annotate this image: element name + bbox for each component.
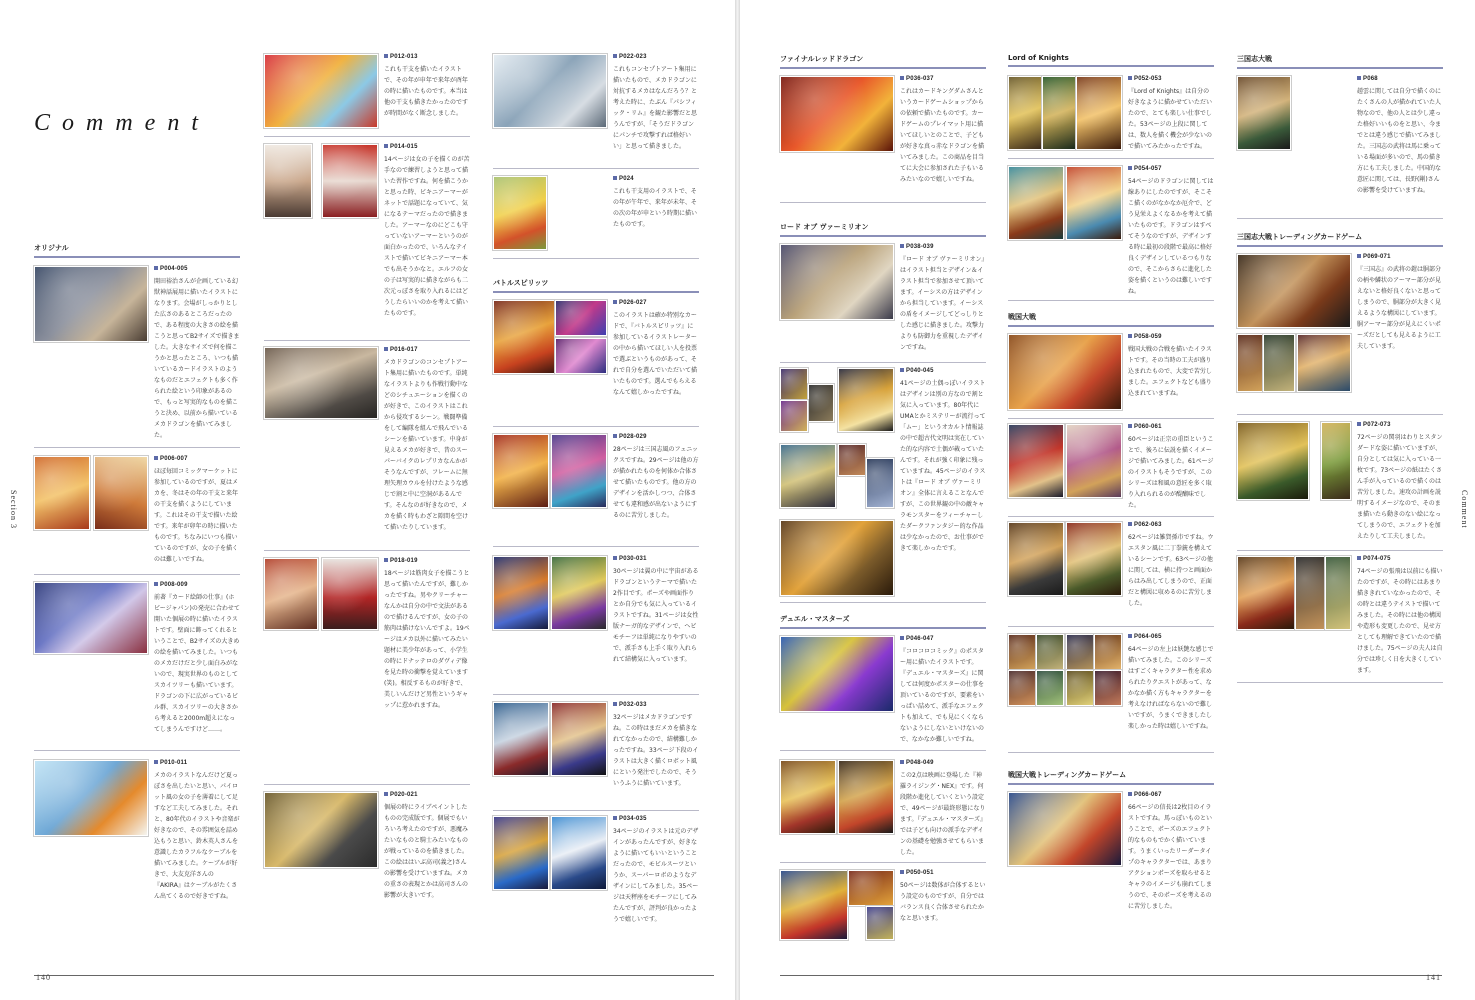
comment-text: ほぼ毎回コミックマーケットに参加しているのですが、夏はメカを、冬はその年の干支と来年の干支を描くようにしています。これはその干支で描いた絵です。来年が卯年の時に描いたものです。ちなみにいつも描いているのですが、女の子を描くのは難しいですね。 [154,468,239,563]
section-tab [0,470,20,560]
comment-entry [493,50,699,169]
page-ref: P069-071 [1357,254,1391,260]
artwork-image [1066,634,1094,670]
artwork-image [866,458,894,508]
artwork-image [555,338,607,374]
section-heading: バトルスピリッツ [493,278,699,293]
section-heading: 三国志大戦 [1237,54,1443,69]
page-ref: P012-013 [384,54,418,60]
section-heading: Lord of Knights [1008,54,1214,67]
page-ref: P036-037 [900,76,934,82]
comment-entry [264,554,470,785]
comment-text: 30ページは翼の中に宇宙があるドラゴンというテーマで描いた2作目です。ポーズや画面作りとか自分でも気に入っているイラストですね。31ページは女性版ナーガ的なデザインで、ヘビモチーフは単純になりやすいので、派手さも上手く取り入れられて結構気に入っています。 [613,568,699,663]
page-ref: P028-029 [613,434,647,440]
artwork-image [780,400,808,432]
page-ref: P052-053 [1128,76,1162,82]
artwork-image [1042,76,1076,150]
artwork-image [1297,334,1351,392]
comment-text: 62ページは雑賀孫市ですね。ウエスタン風に二丁拳銃を構えているシーンです。63ページの他に関しては、横に持つと画面からはみ出してしまうので、正面だと構図に収めるのに苦労しました。 [1128,534,1214,607]
page-ref: P072-073 [1357,422,1391,428]
artwork-image [1066,166,1122,240]
comment-text: 60ページは正宗の重臣ということで、後ろに伝説を描くイメージで描いてみました。61ページのイラストもそうですが、このシリーズは和風の意匠を多く取り入れられるのが醍醐味でした。 [1128,436,1214,509]
comment-text: 『三国志』の武将の鎧は胴部分の柄や鱗状のアーマー部分が見えないと格好良くないと思ってしまうので、胴部分が大きく見えるような構図にしています。胴アーマー部分が見えにくいポーズだとしても見えるように工夫しています。 [1357,266,1442,350]
artwork-image [780,368,808,400]
comment-text: 34ページのイラストは元のデザインがあったんですが、好きなように描いてもいいということだったので、モビルスーツというか、スーパーロボのようなデザインにしてみました。35ページは天秤座をモチーフにしてみたんですが、評判が良かったようで嬉しいです。 [613,828,699,923]
page-ref: P026-027 [613,300,647,306]
artwork-image [838,760,894,834]
artwork-image [555,300,607,336]
comment-text: これはカードキングダムさんというカードゲームショップからの依頼で描いたものです。カードゲームのプレイマット用に描いてほしいとのことで、子どもが好きな真っ赤なドラゴンを描いてみました。この商品を目当てに大会に参加された子もいるみたいなので嬉しいですね。 [900,88,985,183]
artwork-image [34,456,90,530]
artwork-image [493,176,547,250]
comment-entry [1008,72,1214,159]
comment-entry [780,632,986,751]
section-tab-label: Comment [1460,490,1469,529]
page-ref: P022-023 [613,54,647,60]
artwork-image [493,434,549,508]
comment-entry [493,430,699,547]
artwork-image [493,556,549,630]
comment-entry [780,866,986,946]
artwork-image [1008,166,1064,240]
artwork-image [1008,334,1122,410]
comment-entry [1237,418,1443,551]
artwork-image [1237,422,1309,500]
artwork-image [780,76,894,152]
comment-text: 『Lord of Knights』は自分の好きなように描かせていただいたので、とても楽しい仕事でした。53ページの上段に関しては、数人を描く機会が少ないので描いてみたかったですね。 [1128,88,1213,150]
section-heading: デュエル・マスターズ [780,614,986,629]
comment-text: 『コロコロコミック』のポスター用に描いたイラストです。『デュエル・マスターズ』に関しては何度かポスターの仕事を頂いているのですが、要素をいっぱい詰めて、派手なエフェクトも加えて、でも見にくくならないようにしないといけないので、なかなか難しいですね。 [900,648,985,743]
comment-entry [34,452,240,575]
artwork-image [1263,334,1295,392]
artwork-image [780,444,836,508]
artwork-image [848,870,894,906]
artwork-image [1008,76,1042,150]
artwork-image [1321,422,1351,500]
artwork-image [94,456,148,530]
comment-entry [1008,330,1214,419]
artwork-image [1237,556,1295,630]
artwork-image [264,347,378,419]
page-ref: P004-005 [154,266,188,272]
artwork-image [264,144,312,218]
footer-rule [34,975,714,976]
comment-text: これもコンセプトアート集用に描いたもので、メカドラゴンに対抗するメカはなんだろう？と考えた時に、たぶん『パシフィック・リム』を観た影響だと思うんですが、「そうだドラゴンにパンチで攻撃すれば格好いい」と思って描きました。 [613,66,698,150]
artwork-image [1094,634,1122,670]
comment-entry [264,788,470,918]
page-ref: P014-015 [384,144,418,150]
artwork-image [780,636,894,712]
page-ref: P066-067 [1128,792,1162,798]
comment-text: 趙雲に関しては自分で描くのにたくさんの人が描かれていた人物なので、他の人とは少し違った格好いいものをと思い、今までとは違う感じで描いてみました。三国志の武将は馬に乗っている場面が多いので、馬の描き方にも工夫しました。中国的な意匠に関しては、長野(剛)さんの影響を受けていますね。 [1357,88,1442,194]
page-ref: P034-035 [613,816,647,822]
page-ref: P068 [1357,76,1378,82]
comment-entry [1008,420,1214,517]
comment-entry [264,343,470,551]
comment-text: これも干支用のイラストで、その年が午年で、来年が未年、その次の年が申という時期に描いたものです。 [613,188,698,228]
artwork-image [1295,556,1325,630]
artwork-image [780,760,836,834]
comment-entry [1008,788,1214,918]
page-ref: P064-065 [1128,634,1162,640]
right-page [740,0,1475,1000]
artwork-image [1008,634,1036,670]
page-number: 140 [36,973,51,982]
comment-text: このイラストは確か特別なカードで、『バトルスピリッツ』に参加しているイラストレーターの中から描いてほしい人を投票で選ぶというものがあって、それで自分を選んでいただいて描いたものです。選んでもらえるなんて嬉しかったですね。 [613,312,698,396]
artwork-image [493,54,607,128]
page-ref: P074-075 [1357,556,1391,562]
artwork-image [1036,634,1064,670]
comment-text: メカのイラストなんだけど夏っぽさを出したいと思い、パイロット風の女の子を薄着にして足すなど工夫してみました。それと、80年代のイラストや音楽が好きなので、その雰囲気を詰め込もうと思い、鈴木英人さんを意識したカラフルなケーブルを描いてみました。ケーブルが好きで、大友克洋さんの『AKIRA』はケーブルがたくさん出てくるので好きですね。 [154,772,240,900]
artwork-image [322,558,378,630]
artwork-image [34,266,148,342]
page-number: 141 [1426,973,1441,982]
page-ref: P054-057 [1128,166,1162,172]
artwork-image [1008,424,1064,498]
comment-text: 66ページの信長は2枚目のイラストですね。馬っぽいものということで、ポーズのエフェクト的なものもでかく描いています。うまくいったリーダータイプのキャラクターでは、あまりアクションポーズを取らせるとキャラのイメージも崩れてしまうので、そのポーズを考えるのに苦労しました。 [1128,804,1213,910]
comment-entry [780,240,986,363]
footer-rule [780,975,1442,976]
section-heading: オリジナル [34,243,240,258]
comment-entry [1008,162,1214,301]
comment-entry [264,50,470,137]
artwork-image [493,702,549,776]
artwork-image [1066,522,1122,596]
page-ref: P060-061 [1128,424,1162,430]
artwork-image [34,760,148,836]
comment-text: 32ページはメカドラゴンですね。この時はまだメカを描きなれてなかったので、結構難しかったですね。33ページ下段のイラストは大きく描くロボット風にという発注でしたので、そういうふうに描いています。 [613,714,699,787]
page-ref: P006-007 [154,456,188,462]
section-heading: 戦国大戦トレーディングカードゲーム [1008,770,1214,785]
comment-text: 28ページは三国志風のフェニックスですね。29ページは他の方が描かれたものを何体か合体させて描いたものです。他の方のデザインを活かしつつ、合体させても違和感が出ないようにするのに苦労しました。 [613,446,699,519]
artwork-image [780,870,848,940]
artwork-image [264,792,378,868]
page-ref: P050-051 [900,870,934,876]
artwork-image [264,558,318,630]
artwork-image [866,906,894,940]
comment-entry [1008,518,1214,627]
section-tab [1455,470,1475,560]
page-ref: P030-031 [613,556,647,562]
comment-text: 50ページは数体が合体するという設定のものですが、自分ではバランス良く合体させられたかなと思います。 [900,882,986,922]
section-heading: 三国志大戦トレーディングカードゲーム [1237,232,1443,247]
page-ref: P048-049 [900,760,934,766]
comment-text: 前著『カード絵師の仕事』(ホビージャパン)の発売に合わせて開いた個展の時に描いたイラストです。壁面に飾ってくれるということで、B2サイズの大きめの絵を描いてみました。いつものメカだけだと少し面白みがないので、現実世界のものとしてスカイツリーも描いています。ドラゴンの下に広がっているビル群、スカイツリーの大きさから考えると2000m超えになってしまうんですけど……。 [154,594,240,733]
comment-text: 戦国大戦の合戦を描いたイラストです。その当時の工夫が盛り込まれたもので、大変で苦労しました。エフェクトなども盛り込まれていますね。 [1128,346,1212,397]
page-ref: P020-021 [384,792,418,798]
artwork-image [1094,670,1122,706]
page-ref: P040-045 [900,368,934,374]
artwork-image [551,434,607,508]
comment-entry [493,812,699,952]
comment-entry [493,296,699,427]
artwork-image [493,300,555,374]
page-ref: P008-009 [154,582,188,588]
comment-entry [780,72,986,203]
page-ref: P046-047 [900,636,934,642]
artwork-image [1237,334,1263,392]
comment-text: これも干支を描いたイラストで、その年が申年で来年が酉年の時に描いたものです。本当は他の干支も描きたかったのですが時間がなく断念しました。 [384,66,469,117]
comment-text: この2点は映画に登場した『神羅ライジング・NEX』です。何段階か進化していくという設定で、49ページが最終形態になります。『デュエル・マスターズ』では子ども向けの派手なデザインの基礎を勉強させてもらいました。 [900,772,986,856]
section-tab-label: Section 3 [9,490,18,529]
artwork-image [34,582,148,654]
comment-entry [493,172,699,259]
artwork-image [1325,556,1351,630]
artwork-image [780,244,894,320]
artwork-image [1008,670,1036,706]
comment-entry [34,262,240,448]
page-ref: P062-063 [1128,522,1162,528]
artwork-image [1008,522,1064,596]
artwork-image [264,54,378,128]
artwork-image [1076,76,1122,150]
comment-entry [34,756,240,918]
comment-entry [493,698,699,811]
artwork-image [1066,670,1094,706]
page-ref: P032-033 [613,702,647,708]
left-page [0,0,735,1000]
section-heading: ファイナルレッドドラゴン [780,54,986,69]
page-ref: P038-039 [900,244,934,250]
section-heading: ロード オブ ヴァーミリオン [780,222,986,237]
page-title: Comment [34,110,210,136]
comment-entry [780,756,986,863]
comment-text: 64ページの左上は妖艶な感じで描いてみました。このシリーズはすごくキャラクター性を求められたりクエストがあって、なかなか描く方もキャラクターを考えなければならないので難しいですが、うまくできましたし楽しかった時は嬉しいですね。 [1128,646,1214,730]
page-ref: P018-019 [384,558,418,564]
comment-entry [264,140,470,341]
comment-entry [493,552,699,695]
artwork-image [551,702,607,776]
page-ref: P058-059 [1128,334,1162,340]
comment-entry [1008,630,1214,753]
artwork-image [1237,76,1291,150]
comment-entry [1237,72,1443,219]
comment-entry [1237,250,1443,415]
comment-text: メカドラゴンのコンセプトアート集用に描いたものです。単純なイラストよりも作戦行動中などのシチュエーションを描くのが好きで、このイラストはこれから侵攻するシーン。戦闘準備をして編隊を組んで飛んでいるシーンを描いています。中身が見えるメカが好きで、昔のスーパーバイクのレプリカなんかがそうなんですが、フレームに無理矢理カウルを付けたような感じで割と中に空洞があるんです。そんなのが好きなので、メカを描く時もわざと隙間を空けて描いたりしています。 [384,359,469,531]
comment-text: 開田裕治さんが企画している幻獣神話展用に描いたイラストになります。会場がしっかりとした広さのあるところだったので、ある程度の大きさの絵を描こうと思ってB2サイズで描きました。大きなサイズで何を描こうかと思ったところ、いつも描いているカードイラストのようなものだとエフェクトも多く作られた絵という印象があるので、もっと写実的なものを描こうと決め、以前から描いているメカドラゴンを描いてみました。 [154,278,240,439]
comment-text: 個展の時にライブペイントしたものの完成版です。個展でもいろいろ考えたのですが、悪魔みたいなものと騎士みたいなものが戦っているのを描きました。この絵ははいぶ高司(義之)さんの影響を受けていますね。メカの重さの表現とかは高司さんの影響が大きいです。 [384,804,469,899]
comment-text: 41ページの土偶っぽいイラストはデザインは別の方なので割と気に入っています。80年代にUMAとかミステリーが流行って「ムー」というオカルト情報誌の中で超古代文明は実在していた的な内容で土偶が載っていたんです。それが強く印象に残っていますね。45ページのイラストは『ロード オブ ヴァーミリオン』全体に言えることなんですが、この世界観の中の敵キャラモンスターをフィーチャーしたダークファンタジー的な作品は少なかったので、お仕事ができて楽しかったです。 [900,380,986,552]
artwork-image [1008,792,1122,866]
artwork-image [551,816,607,890]
comment-text: 『ロード オブ ヴァーミリオン』はイラスト担当とデザイン＆イラスト担当で参加させて頂いてます。イーシスの方はデザインから担当しています。イーシスの盾をイメージしてどっしりとした感じに描きました。攻撃力よりも防御力を重視したデザインですね。 [900,256,985,351]
artwork-image [551,556,607,630]
artwork-image [780,520,894,596]
comment-text: 74ページの張飛は以前にも描いたのですが、その時にはあまり描ききれていなかったので、その時とは違うテイストで描いてみました。その時には他の構図や造形も変更したので、見せ方としても理解できていたので描けました。75ページの夫人は自分では珍しく日を大きくしています。 [1357,568,1443,674]
artwork-image [808,384,834,422]
page-ref: P024 [613,176,634,182]
page-ref: P010-011 [154,760,187,766]
artwork-image [838,368,894,432]
artwork-image [322,144,378,218]
page-ref: P016-017 [384,347,418,353]
section-heading: 戦国大戦 [1008,312,1214,327]
artwork-image [1066,424,1122,498]
comment-entry [34,578,240,751]
artwork-image [493,816,549,890]
comment-entry [780,364,986,603]
comment-text: 72ページの関羽はわりとスタンダードな姿に描いていますが、自分としては気に入っている一枚です。73ページの紙はたくさん手が入っているので描くのは苦労しました。速攻の計画を説明するイメージなので、そのまま描いたら動きのない絵になってしまうので、エフェクトを加えたりして工夫しました。 [1357,434,1443,540]
comment-text: 18ページは筋肉女子を描こうと思って描いたんですが、難しかったですね。男やクリーチャーなんかは自分の中で文法があるので描けるんですが、女の子の筋肉は描けないんですよ。19ページはメカ以外に描いてみたい題材に美少年があって、小学生の時にドナッテロのダヴィデ像を見た時の衝撃を覚えています(笑)。相反するものが好きで、美しいんだけど男性というギャップに惹かれますね。 [384,570,470,709]
artwork-image [1237,254,1351,328]
artwork-image [838,444,866,476]
artwork-image [1036,670,1064,706]
comment-text: 14ページは女の子を描くのが苦手なので練習しようと思って描いた習作ですね。何を描こうかと思った時、ビキニアーマーがネットで話題になっていて、気になるテーマだったので描きました。アーマーなのにどこも守っていないアーマーというのが面白かったので、いろんなテイストで描いてビキニアーマー本でも出そうかなと。エルフの女の子は写実的に描きながらも二次元っぽさを取り入れるにはどうしたらいいのかを考えて描いたものです。 [384,156,470,317]
comment-text: 54ページのドラゴンに関しては線ありにしたのですが、そこそこ描くのがなかなか厄介で、どう見栄えよくなるかを考えて描いたものです。ドラゴンはすべてそうなのですが、デザインする時に最初の段階で最高に格好良くデザインしているつもりなので、そこからさらに進化した姿を描くというのは難しいですね。 [1128,178,1214,295]
comment-entry [1237,552,1443,683]
